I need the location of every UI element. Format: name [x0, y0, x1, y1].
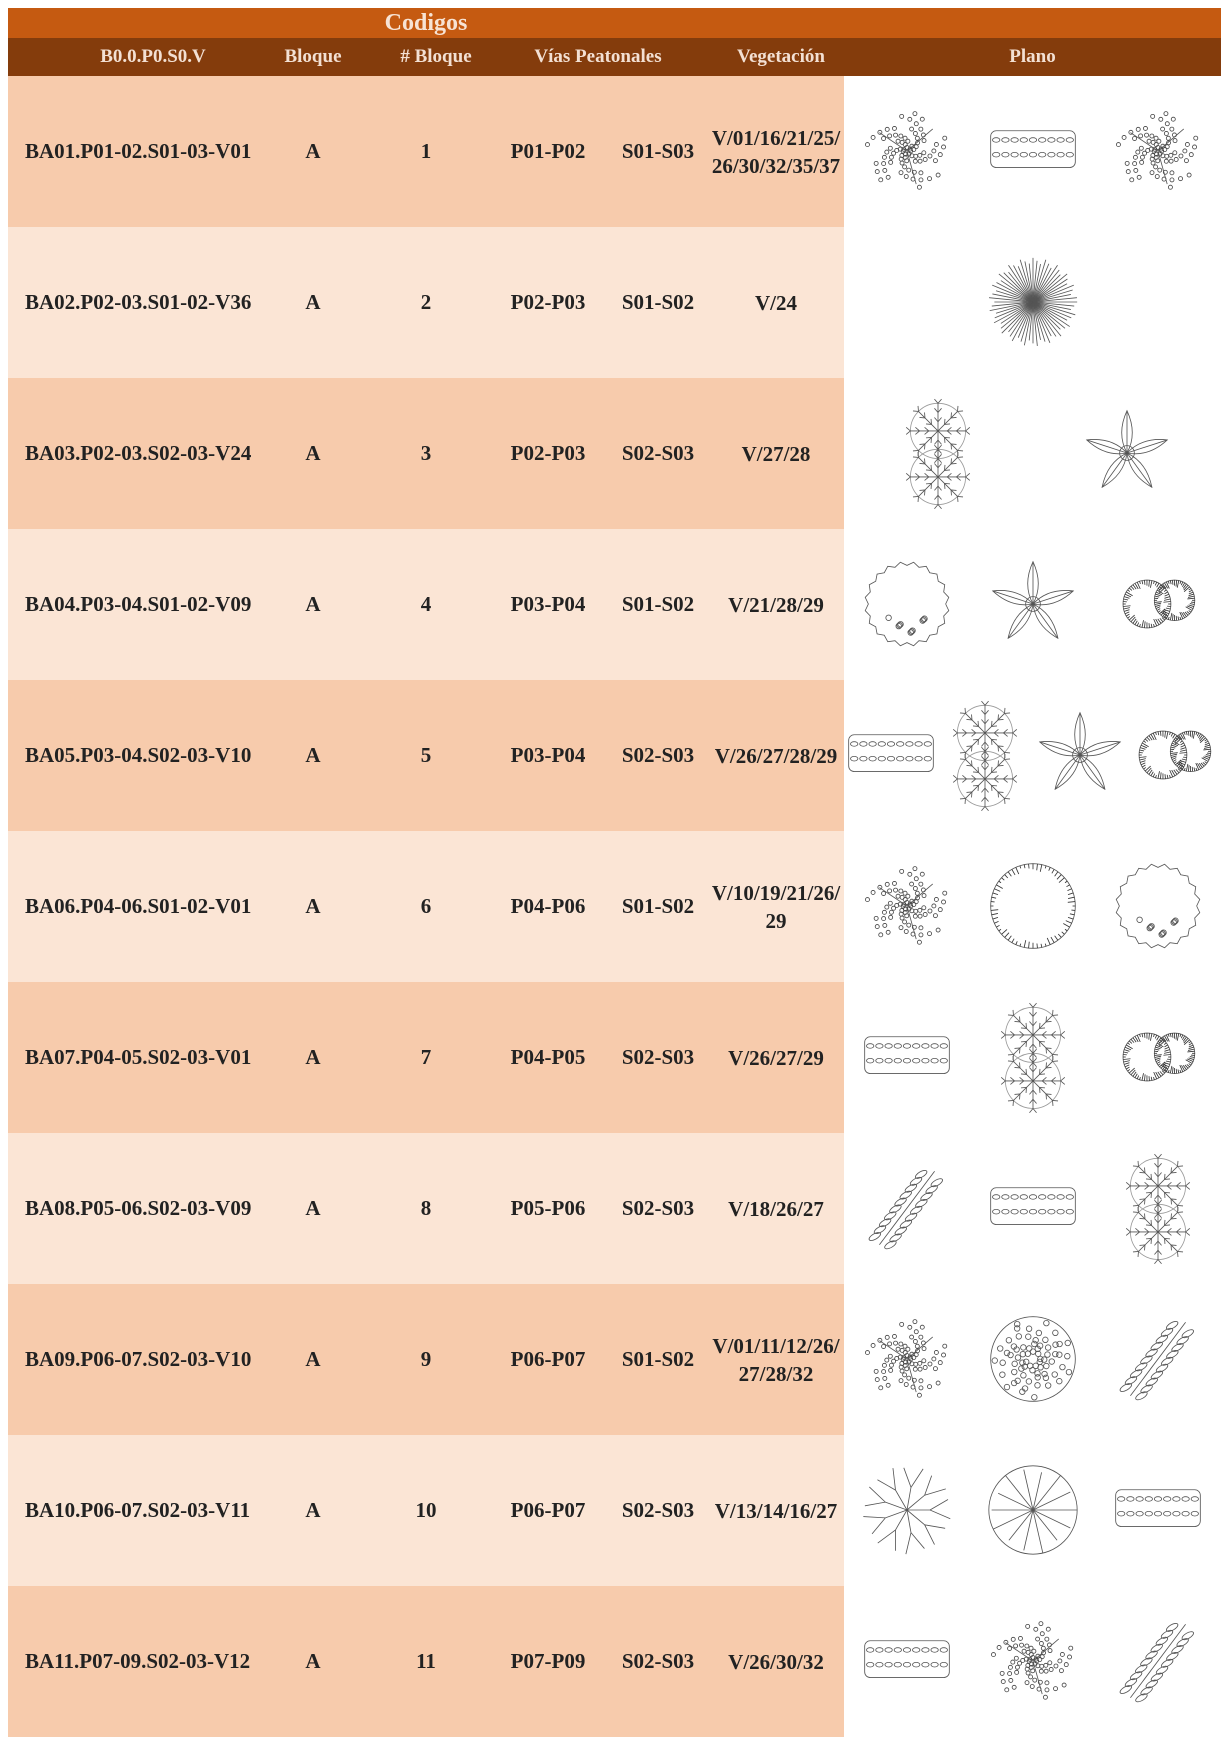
cell-num-bloque: 8: [420, 1196, 432, 1220]
cell-num-bloque: 1: [420, 139, 432, 163]
cell-code: BA02.P02-03.S01-02-V36: [25, 290, 252, 314]
cell-num-bloque: 3: [420, 441, 432, 465]
snowflake-tree-pair-icon: [892, 393, 984, 513]
leaf-branch-icon: [861, 1148, 953, 1268]
cell-via-p: P07-P09: [510, 1649, 586, 1673]
cell-bloque: A: [305, 290, 321, 314]
cell-bloque: A: [305, 441, 321, 465]
star-leaf-icon: [987, 544, 1079, 664]
cell-code: BA08.P05-06.S02-03-V09: [25, 1196, 252, 1220]
column-header-num-bloque: # Bloque: [400, 46, 472, 67]
cell-code: BA05.P03-04.S02-03-V10: [25, 743, 252, 767]
cell-bloque: A: [305, 592, 321, 616]
star-leaf-icon: [1081, 393, 1173, 513]
cell-via-p: P01-P02: [510, 139, 586, 163]
double-ring-icon: [1112, 544, 1204, 664]
cell-vegetacion: V/24: [755, 290, 797, 315]
cell-num-bloque: 5: [420, 743, 432, 767]
branch-tree-icon: [861, 1450, 953, 1570]
cell-plano: [844, 529, 1221, 680]
cell-plano: [844, 1133, 1221, 1284]
cell-via-s: S01-S02: [621, 1347, 695, 1371]
flower-canopy-icon: [987, 1299, 1079, 1419]
hedge-icon: [1112, 1450, 1204, 1570]
cell-num-bloque: 9: [420, 1347, 432, 1371]
cell-bloque: A: [305, 743, 321, 767]
hedge-icon: [861, 1601, 953, 1721]
column-header-vegetacion: Vegetación: [737, 46, 825, 67]
cell-via-s: S01-S02: [621, 894, 695, 918]
cloud-canopy-icon: [861, 544, 953, 664]
table-row: [8, 1284, 1221, 1435]
table-row: [8, 1435, 1221, 1586]
cell-via-p: P03-P04: [510, 592, 586, 616]
table-row: [8, 982, 1221, 1133]
cell-code: BA10.P06-07.S02-03-V11: [25, 1498, 251, 1522]
cell-plano: [844, 1586, 1221, 1737]
cell-plano: [844, 1435, 1221, 1586]
cell-via-s: S01-S02: [621, 290, 695, 314]
cell-vegetacion: V/18/26/27: [728, 1196, 824, 1221]
table-row: [8, 378, 1221, 529]
leafy-tree-icon: [861, 846, 953, 966]
cell-vegetacion: V/13/14/16/27: [714, 1498, 838, 1523]
cell-via-p: P05-P06: [510, 1196, 586, 1220]
cell-bloque: A: [305, 1498, 321, 1522]
cell-via-p: P04-P06: [510, 894, 586, 918]
cell-via-s: S02-S03: [621, 743, 695, 767]
cell-num-bloque: 10: [415, 1498, 437, 1522]
cell-via-s: S02-S03: [621, 1649, 695, 1673]
cell-bloque: A: [305, 1649, 321, 1673]
header-group-row: [8, 8, 1221, 38]
cell-via-s: S02-S03: [621, 441, 695, 465]
cell-vegetacion: V/26/27/29: [728, 1045, 824, 1070]
star-leaf-icon: [1034, 695, 1126, 815]
cell-plano: [844, 76, 1221, 227]
cell-plano: [844, 680, 1221, 831]
cell-vegetacion: V/26/30/32: [728, 1649, 824, 1674]
cell-vegetacion: V/21/28/29: [728, 592, 824, 617]
cell-via-p: P04-P05: [510, 1045, 586, 1069]
column-header-bloque: Bloque: [284, 46, 342, 67]
cell-vegetacion: V/26/27/28/29: [714, 743, 838, 768]
bushy-tree-icon: [861, 91, 953, 211]
table-row: [8, 680, 1221, 831]
ring-tree-icon: [987, 846, 1079, 966]
cell-bloque: A: [305, 1045, 321, 1069]
cell-bloque: A: [305, 894, 321, 918]
cell-plano: [844, 1284, 1221, 1435]
cell-via-s: S02-S03: [621, 1045, 695, 1069]
cell-plano: [844, 982, 1221, 1133]
bushy-tree-icon: [987, 1601, 1079, 1721]
cell-code: BA01.P01-02.S01-03-V01: [25, 139, 252, 163]
table-row: [8, 831, 1221, 982]
cell-code: BA03.P02-03.S02-03-V24: [25, 441, 252, 465]
column-header-code: B0.0.P0.S0.V: [100, 46, 206, 67]
snowflake-tree-pair-icon: [939, 695, 1031, 815]
cell-via-s: S02-S03: [621, 1196, 695, 1220]
snowflake-tree-pair-icon: [1112, 1148, 1204, 1268]
snowflake-tree-pair-icon: [987, 997, 1079, 1117]
cell-num-bloque: 2: [420, 290, 432, 314]
bushy-tree-icon: [861, 1299, 953, 1419]
cell-via-p: P03-P04: [510, 743, 586, 767]
leaf-branch-icon: [1112, 1299, 1204, 1419]
cell-code: BA07.P04-05.S02-03-V01: [25, 1045, 252, 1069]
cell-via-p: P06-P07: [510, 1347, 586, 1371]
header-columns-row: [8, 38, 1221, 76]
cell-plano: [844, 227, 1221, 378]
cell-bloque: A: [305, 1196, 321, 1220]
table-row: [8, 76, 1221, 227]
column-header-plano: Plano: [1009, 46, 1056, 67]
cell-bloque: A: [305, 1347, 321, 1371]
radial-tree-icon: [987, 1450, 1079, 1570]
table-row: [8, 1586, 1221, 1737]
cell-code: BA09.P06-07.S02-03-V10: [25, 1347, 252, 1371]
cell-num-bloque: 7: [420, 1045, 432, 1069]
cell-via-s: S01-S02: [621, 592, 695, 616]
cell-via-p: P06-P07: [510, 1498, 586, 1522]
cell-num-bloque: 6: [420, 894, 432, 918]
cell-num-bloque: 4: [420, 592, 432, 616]
cell-via-s: S02-S03: [621, 1498, 695, 1522]
table-row: [8, 1133, 1221, 1284]
cell-code: BA06.P04-06.S01-02-V01: [25, 894, 252, 918]
cell-vegetacion: V/01/11/12/26/27/28/32: [712, 1333, 840, 1386]
cell-plano: [844, 378, 1221, 529]
header-group-title: Codigos: [384, 10, 468, 36]
column-header-vias: Vías Peatonales: [534, 46, 662, 67]
double-ring-icon: [1128, 695, 1220, 815]
double-ring-icon: [1112, 997, 1204, 1117]
cell-num-bloque: 11: [416, 1649, 436, 1673]
cell-code: BA04.P03-04.S01-02-V09: [25, 592, 252, 616]
hedge-icon: [987, 91, 1079, 211]
radial-palm-icon: [987, 242, 1079, 362]
cell-vegetacion: V/01/16/21/25/26/30/32/35/37: [711, 125, 841, 178]
cell-via-p: P02-P03: [510, 441, 586, 465]
cell-code: BA11.P07-09.S02-03-V12: [25, 1649, 251, 1673]
cell-plano: [844, 831, 1221, 982]
cell-bloque: A: [305, 139, 321, 163]
table-row: [8, 227, 1221, 378]
hedge-icon: [861, 997, 953, 1117]
cell-via-s: S01-S03: [621, 139, 695, 163]
cell-vegetacion: V/27/28: [741, 441, 811, 466]
leaf-column-icon: [1112, 1601, 1204, 1721]
cell-vegetacion: V/10/19/21/26/29: [711, 880, 841, 933]
hedge-icon: [845, 695, 937, 815]
cell-via-p: P02-P03: [510, 290, 586, 314]
hedge-icon: [987, 1148, 1079, 1268]
cloud-canopy-icon: [1112, 846, 1204, 966]
leafy-shrub-icon: [1112, 91, 1204, 211]
table-row: [8, 529, 1221, 680]
